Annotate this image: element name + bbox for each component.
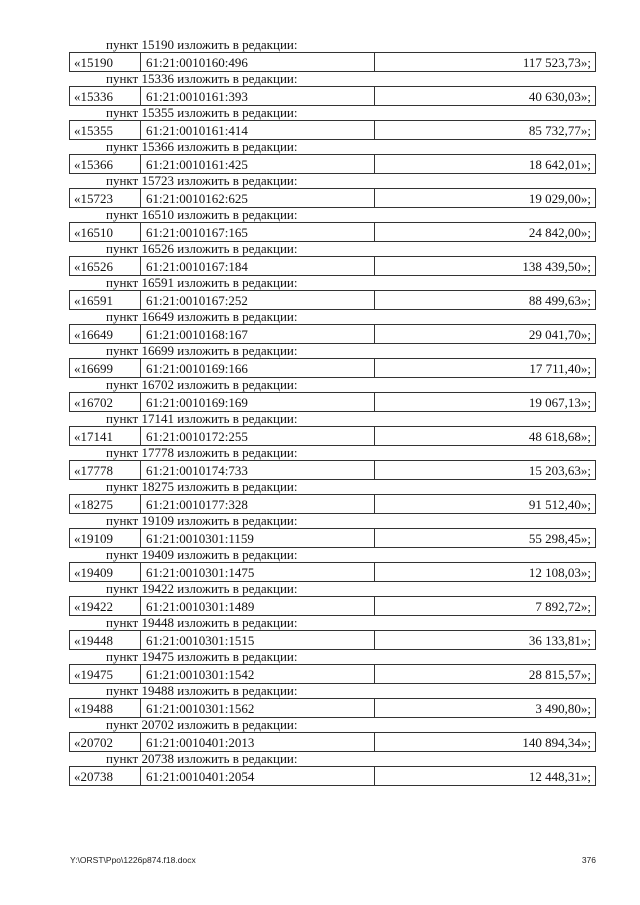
item-number-cell: «16702 bbox=[70, 393, 141, 411]
table-row bbox=[69, 324, 596, 344]
table-row bbox=[69, 120, 596, 140]
amendment-caption: пункт 19409 изложить в редакции: bbox=[106, 547, 298, 562]
amount-cell: 15 203,63»; bbox=[528, 463, 591, 478]
item-number-cell: «15336 bbox=[70, 87, 141, 105]
amendment-caption: пункт 16649 изложить в редакции: bbox=[106, 309, 298, 324]
amount-cell: 140 894,34»; bbox=[522, 735, 591, 750]
cadastral-number-cell: 61:21:0010401:2054 bbox=[141, 767, 375, 785]
amendment-caption: пункт 19448 изложить в редакции: bbox=[106, 615, 298, 630]
cadastral-number-cell: 61:21:0010167:165 bbox=[141, 223, 375, 241]
amount-cell: 91 512,40»; bbox=[528, 497, 591, 512]
item-number-cell: «15366 bbox=[70, 155, 141, 173]
table-row bbox=[69, 86, 596, 106]
table-row bbox=[69, 630, 596, 650]
table-row bbox=[69, 392, 596, 412]
amendment-caption: пункт 19422 изложить в редакции: bbox=[106, 581, 298, 596]
amount-cell: 19 067,13»; bbox=[528, 395, 591, 410]
amendment-caption: пункт 17141 изложить в редакции: bbox=[106, 411, 298, 426]
table-row bbox=[69, 766, 596, 786]
amount-cell: 19 029,00»; bbox=[528, 191, 591, 206]
item-number-cell: «20702 bbox=[70, 733, 141, 751]
cadastral-number-cell: 61:21:0010161:393 bbox=[141, 87, 375, 105]
cadastral-number-cell: 61:21:0010301:1159 bbox=[141, 529, 375, 547]
cadastral-number-cell: 61:21:0010174:733 bbox=[141, 461, 375, 479]
table-row bbox=[69, 732, 596, 752]
item-number-cell: «16699 bbox=[70, 359, 141, 377]
item-number-cell: «15190 bbox=[70, 53, 141, 71]
amendment-caption: пункт 16702 изложить в редакции: bbox=[106, 377, 298, 392]
amount-cell: 55 298,45»; bbox=[528, 531, 591, 546]
item-number-cell: «19422 bbox=[70, 597, 141, 615]
item-number-cell: «19409 bbox=[70, 563, 141, 581]
amendment-caption: пункт 18275 изложить в редакции: bbox=[106, 479, 298, 494]
cadastral-number-cell: 61:21:0010160:496 bbox=[141, 53, 375, 71]
amount-cell: 7 892,72»; bbox=[535, 599, 591, 614]
table-row bbox=[69, 664, 596, 684]
amendments-list bbox=[69, 38, 596, 786]
amendment-caption: пункт 19475 изложить в редакции: bbox=[106, 649, 298, 664]
cadastral-number-cell: 61:21:0010172:255 bbox=[141, 427, 375, 445]
cadastral-number-cell: 61:21:0010301:1515 bbox=[141, 631, 375, 649]
table-row bbox=[69, 154, 596, 174]
amendment-caption: пункт 19488 изложить в редакции: bbox=[106, 683, 298, 698]
item-number-cell: «15723 bbox=[70, 189, 141, 207]
item-number-cell: «16649 bbox=[70, 325, 141, 343]
amount-cell: 29 041,70»; bbox=[528, 327, 591, 342]
amendment-caption: пункт 15366 изложить в редакции: bbox=[106, 139, 298, 154]
table-row bbox=[69, 460, 596, 480]
amendment-caption: пункт 20738 изложить в редакции: bbox=[106, 751, 298, 766]
item-number-cell: «19488 bbox=[70, 699, 141, 717]
cadastral-number-cell: 61:21:0010161:425 bbox=[141, 155, 375, 173]
table-row bbox=[69, 494, 596, 514]
item-number-cell: «16591 bbox=[70, 291, 141, 309]
item-number-cell: «16510 bbox=[70, 223, 141, 241]
amount-cell: 117 523,73»; bbox=[522, 55, 591, 70]
amount-cell: 138 439,50»; bbox=[522, 259, 591, 274]
amount-cell: 28 815,57»; bbox=[528, 667, 591, 682]
cadastral-number-cell: 61:21:0010301:1475 bbox=[141, 563, 375, 581]
amount-cell: 18 642,01»; bbox=[528, 157, 591, 172]
table-row bbox=[69, 596, 596, 616]
table-row bbox=[69, 188, 596, 208]
amendment-caption: пункт 16591 изложить в редакции: bbox=[106, 275, 298, 290]
cadastral-number-cell: 61:21:0010301:1562 bbox=[141, 699, 375, 717]
cadastral-number-cell: 61:21:0010161:414 bbox=[141, 121, 375, 139]
amount-cell: 88 499,63»; bbox=[528, 293, 591, 308]
cadastral-number-cell: 61:21:0010168:167 bbox=[141, 325, 375, 343]
table-row bbox=[69, 562, 596, 582]
table-row bbox=[69, 52, 596, 72]
amendment-caption: пункт 17778 изложить в редакции: bbox=[106, 445, 298, 460]
amount-cell: 48 618,68»; bbox=[528, 429, 591, 444]
amount-cell: 24 842,00»; bbox=[528, 225, 591, 240]
amendment-caption: пункт 15723 изложить в редакции: bbox=[106, 173, 298, 188]
cadastral-number-cell: 61:21:0010401:2013 bbox=[141, 733, 375, 751]
cadastral-number-cell: 61:21:0010301:1542 bbox=[141, 665, 375, 683]
item-number-cell: «18275 bbox=[70, 495, 141, 513]
amendment-caption: пункт 16526 изложить в редакции: bbox=[106, 241, 298, 256]
footer-page-number: 376 bbox=[581, 855, 596, 865]
amount-cell: 12 448,31»; bbox=[528, 769, 591, 784]
cadastral-number-cell: 61:21:0010169:166 bbox=[141, 359, 375, 377]
table-row bbox=[69, 290, 596, 310]
amount-cell: 17 711,40»; bbox=[529, 361, 591, 376]
table-row bbox=[69, 528, 596, 548]
item-number-cell: «17778 bbox=[70, 461, 141, 479]
amount-cell: 40 630,03»; bbox=[528, 89, 591, 104]
cadastral-number-cell: 61:21:0010169:169 bbox=[141, 393, 375, 411]
cadastral-number-cell: 61:21:0010162:625 bbox=[141, 189, 375, 207]
amendment-caption: пункт 15336 изложить в редакции: bbox=[106, 71, 298, 86]
item-number-cell: «19448 bbox=[70, 631, 141, 649]
item-number-cell: «20738 bbox=[70, 767, 141, 785]
item-number-cell: «15355 bbox=[70, 121, 141, 139]
cadastral-number-cell: 61:21:0010167:252 bbox=[141, 291, 375, 309]
item-number-cell: «19109 bbox=[70, 529, 141, 547]
table-row bbox=[69, 358, 596, 378]
amendment-caption: пункт 19109 изложить в редакции: bbox=[106, 513, 298, 528]
item-number-cell: «17141 bbox=[70, 427, 141, 445]
amount-cell: 36 133,81»; bbox=[528, 633, 591, 648]
cadastral-number-cell: 61:21:0010167:184 bbox=[141, 257, 375, 275]
amount-cell: 3 490,80»; bbox=[535, 701, 591, 716]
table-row bbox=[69, 222, 596, 242]
item-number-cell: «19475 bbox=[70, 665, 141, 683]
cadastral-number-cell: 61:21:0010177:328 bbox=[141, 495, 375, 513]
item-number-cell: «16526 bbox=[70, 257, 141, 275]
amendment-caption: пункт 15355 изложить в редакции: bbox=[106, 105, 298, 120]
table-row bbox=[69, 426, 596, 446]
table-row bbox=[69, 256, 596, 276]
amendment-caption: пункт 16699 изложить в редакции: bbox=[106, 343, 298, 358]
amendment-caption: пункт 15190 изложить в редакции: bbox=[106, 37, 298, 52]
cadastral-number-cell: 61:21:0010301:1489 bbox=[141, 597, 375, 615]
footer-file-path: Y:\ORST\Ppo\1226p874.f18.docx bbox=[70, 855, 196, 865]
table-row bbox=[69, 698, 596, 718]
amount-cell: 12 108,03»; bbox=[528, 565, 591, 580]
amendment-caption: пункт 20702 изложить в редакции: bbox=[106, 717, 298, 732]
amendment-caption: пункт 16510 изложить в редакции: bbox=[106, 207, 298, 222]
amount-cell: 85 732,77»; bbox=[528, 123, 591, 138]
